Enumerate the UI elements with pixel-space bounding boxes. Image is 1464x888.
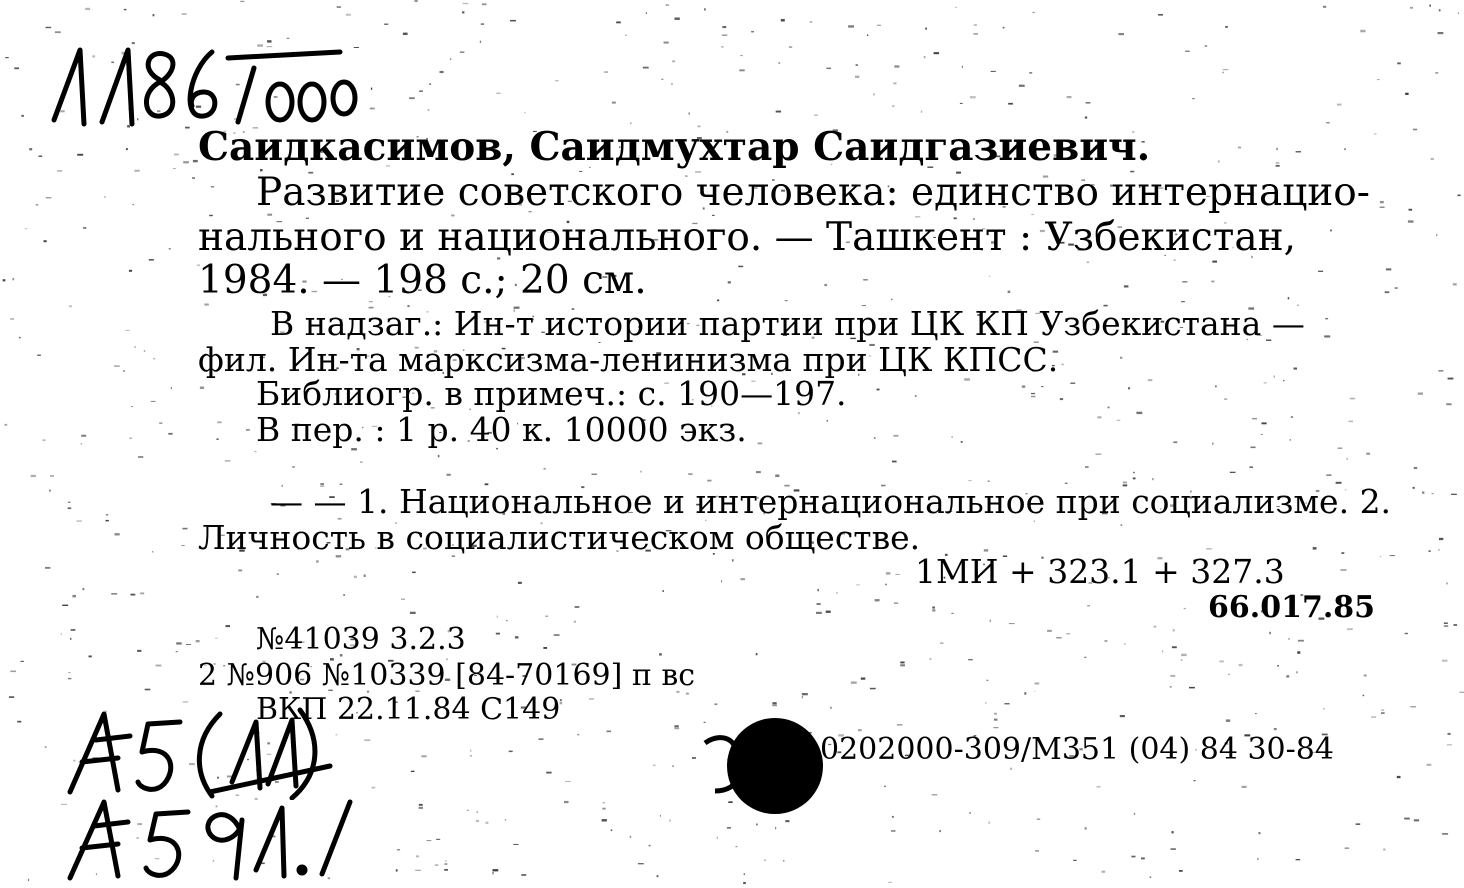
title-line-2: нального и национального. — Ташкент : Узбекистан, [198,215,1296,260]
handwritten-shelf-mark-bottom-1 [60,700,340,800]
subject-line-2: Личность в социалистическом обществе. [198,518,921,557]
title-line-3: 1984. — 198 с.; 20 см. [198,258,647,303]
registration-line-3: ВКП 22.11.84 С149 [256,692,561,727]
title-line-1: Развитие советского человека: единство интернацио- [256,170,1370,215]
note-line-2: фил. Ин-та марксизма-ленинизма при ЦК КПСС. [198,340,1059,379]
subject-line-1: — — 1. Национальное и интернациональное при социализме. 2. [270,482,1392,521]
registration-line-2: 2 №906 №10339 [84-70169] п вс [198,658,696,693]
author-heading: Саидкасимов, Саидмухтар Саидгазиевич. [198,124,1151,170]
note-line-1: В надзаг.: Ин-т истории партии при ЦК КП Узбекистана — [270,304,1305,343]
classification-line-1: 1МИ + 323.1 + 327.3 [915,552,1285,591]
handwritten-shelf-mark-bottom-2 [60,790,360,885]
handwritten-shelf-mark-top [40,40,360,130]
registration-line-1: №41039 3.2.3 [256,622,466,657]
code-line: 0202000-309/М351 (04) 84 30-84 [820,732,1334,767]
partial-glyph-mark [695,725,745,805]
note-line-3: Библиогр. в примеч.: с. 190—197. [256,374,847,413]
classification-line-2: 66.017.85 [1208,590,1376,625]
note-line-4: В пер. : 1 р. 40 к. 10000 экз. [256,410,747,449]
